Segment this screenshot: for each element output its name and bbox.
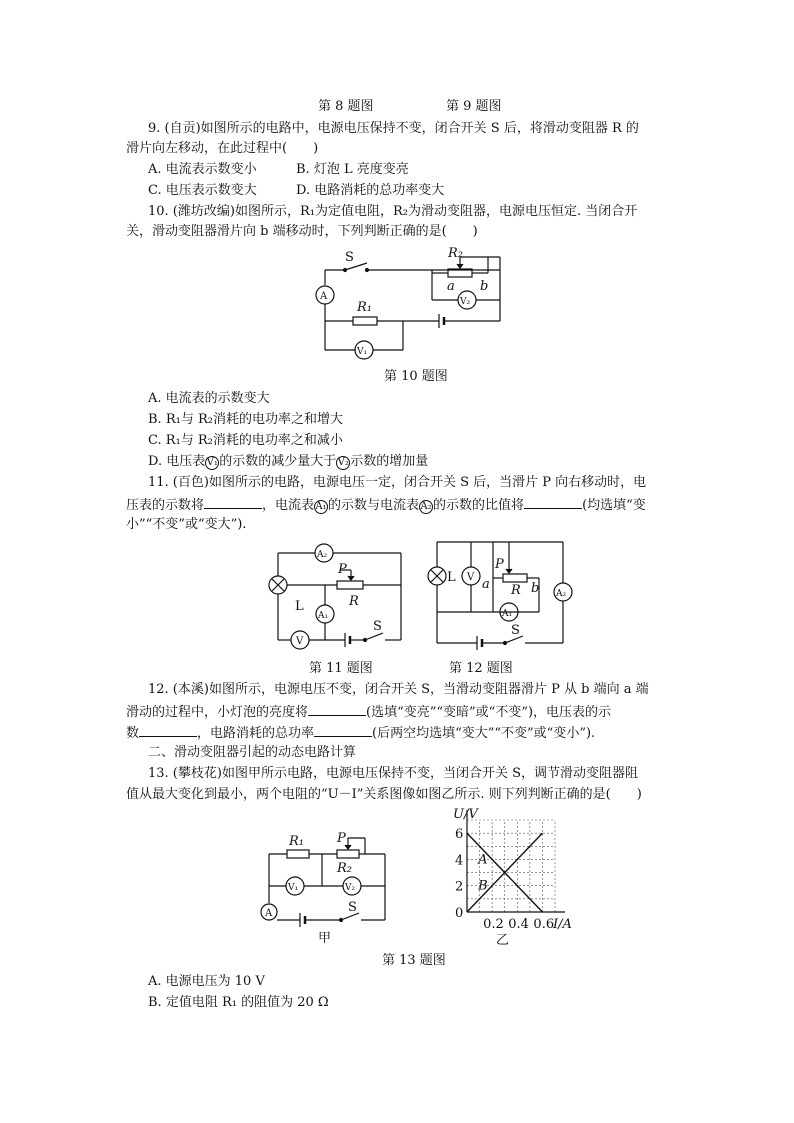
q12-label-a-end: a (482, 577, 490, 592)
fig9-caption: 第 9 题图 (446, 99, 502, 114)
q12-blank-3[interactable] (314, 723, 372, 737)
q13-caption: 第 13 题图 (382, 953, 446, 968)
q11-label-v: V (296, 636, 304, 647)
q12-blank-1[interactable] (308, 702, 366, 716)
q9-option-d: D. 电路消耗的总功率变大 (296, 183, 445, 198)
q10-label-s: S (345, 250, 354, 265)
graph-y-label: U/V (453, 807, 478, 822)
v1-meter-icon: V₁ (206, 457, 218, 468)
q12-label-s: S (511, 623, 520, 638)
q13-label-v1: V₁ (288, 883, 299, 893)
q10-label-a-end: a (447, 279, 455, 294)
q13-label-r2: R₂ (337, 861, 352, 876)
q13-stem-line1: 13. (攀枝花)如图甲所示电路，电源电压保持不变，当闭合开关 S，调节滑动变阻器阻 (148, 766, 638, 781)
section-heading: 二、滑动变阻器引起的动态电路计算 (148, 745, 357, 760)
x-tick-label: 0.6 (533, 917, 555, 932)
v2-meter-icon: V₂ (337, 457, 349, 468)
q10-label-b-end: b (480, 279, 489, 294)
q11-blank-1[interactable] (204, 495, 262, 509)
q11-rheostat-r (337, 581, 363, 589)
q12-blank-2[interactable] (139, 723, 197, 737)
q9-stem-line2: 滑片向左移动，在此过程中( ) (126, 141, 319, 156)
q9-option-b: B. 灯泡 L 亮度变亮 (296, 162, 409, 177)
q10-option-d: D. 电压表V₁的示数的减少量大于V₂示数的增加量 (148, 454, 429, 469)
q12-rheostat-r (503, 574, 527, 582)
q12-caption: 第 12 题图 (449, 661, 513, 676)
a1-meter-icon: A₁ (315, 501, 327, 512)
x-tick-label: 0.2 (483, 917, 504, 932)
q11-circuit-diagram (265, 540, 415, 660)
q11-label-p: P (338, 562, 347, 577)
q10-label-r1: R₁ (357, 300, 372, 315)
q11-caption: 第 11 题图 (309, 661, 373, 676)
q12-label-r: R (511, 583, 521, 598)
q12-circuit-diagram (425, 535, 585, 657)
q13-label-yi: 乙 (496, 933, 510, 948)
q12-label-b-end: b (531, 581, 540, 596)
q10-option-a: A. 电流表的示数变大 (148, 391, 270, 406)
graph-origin: 0 (455, 906, 464, 921)
graph-point-b: B (478, 878, 488, 894)
q11-label-l: L (295, 599, 304, 614)
q10-stem-line1: 10. (潍坊改编)如图所示，R₁为定值电阻，R₂为滑动变阻器，电源电压恒定. 当闭合开 (148, 204, 638, 219)
graph-point-a: A (478, 852, 488, 868)
a2-meter-icon: A₂ (420, 501, 432, 512)
q12-label-v: V (467, 572, 475, 583)
q12-label-a1: A₁ (502, 609, 513, 619)
q12-label-p: P (495, 557, 504, 572)
q13-circuit-jia (255, 828, 395, 928)
x-tick-label: 0.4 (508, 917, 529, 932)
q10-resistor-r1 (353, 317, 377, 325)
q10-label-v1: V₁ (357, 347, 368, 357)
q11-label-r: R (349, 594, 359, 609)
q13-graph-yi (425, 800, 572, 932)
q13-stem-line2: 值从最大变化到最小，两个电阻的“U－I”关系图像如图乙所示. 则下列判断正确的是( ) (126, 787, 642, 802)
q13-option-b: B. 定值电阻 R₁ 的阻值为 20 Ω (148, 995, 329, 1010)
q11-label-a2: A₂ (317, 550, 328, 560)
q13-label-p: P (337, 831, 346, 846)
q10-label-v2: V₂ (460, 297, 471, 307)
q10-label-a: A (320, 291, 328, 302)
q11-label-a1: A₁ (318, 611, 329, 621)
q12-stem-line2: 滑动的过程中，小灯泡的亮度将 (选填“变亮”“变暗”或“不变”)，电压表的示 (126, 702, 611, 722)
fig8-caption: 第 8 题图 (318, 99, 374, 114)
q11-stem-line2: 压表的示数将 ，电流表A₁的示数与电流表A₂的示数的比值将 (均选填“变 (126, 495, 646, 515)
q10-option-b: B. R₁与 R₂消耗的电功率之和增大 (148, 412, 343, 427)
q11-blank-2[interactable] (524, 495, 582, 509)
q13-rheostat-r2 (337, 850, 359, 858)
q12-stem-line1: 12. (本溪)如图所示，电源电压不变，闭合开关 S，当滑动变阻器滑片 P 从 b 端向 a 端 (148, 682, 649, 697)
q10-caption: 第 10 题图 (384, 369, 448, 384)
graph-x-label: I/A (553, 917, 572, 932)
q13-label-a: A (265, 908, 273, 919)
q13-label-v2: V₂ (345, 883, 356, 893)
q11-stem-line1: 11. (百色)如图所示的电路，电源电压一定，闭合开关 S 后，当滑片 P 向右移动时，电 (148, 475, 647, 490)
q10-label-r2: R₂ (448, 246, 463, 261)
q13-label-jia: 甲 (318, 931, 332, 946)
y-tick-label: 6 (455, 827, 464, 843)
q10-stem-line2: 关，滑动变阻器滑片向 b 端移动时，下列判断正确的是( ) (126, 224, 478, 239)
q12-label-a2: A₂ (556, 589, 567, 599)
q10-circuit-diagram (305, 245, 515, 363)
y-tick-label: 2 (455, 879, 464, 895)
q10-option-c: C. R₁与 R₂消耗的电功率之和减小 (148, 433, 343, 448)
q12-stem-line3: 数 ，电路消耗的总功率 (后两空均选填“变大”“不变”或“变小”). (126, 723, 595, 743)
y-tick-label: 4 (455, 853, 464, 869)
q9-stem-line1: 9. (自贡)如图所示的电路中，电源电压保持不变，闭合开关 S 后，将滑动变阻器 R 的 (148, 121, 639, 136)
q13-label-s: S (348, 900, 357, 915)
q13-label-r1: R₁ (289, 834, 304, 849)
q12-label-l: L (447, 570, 456, 585)
q13-option-a: A. 电源电压为 10 V (148, 974, 265, 989)
q13-resistor-r1 (287, 850, 309, 858)
q11-label-s: S (373, 619, 382, 634)
q9-option-a: A. 电流表示数变小 (148, 162, 257, 177)
q11-stem-line3: 小”“不变”或“变大”). (126, 517, 247, 532)
q9-option-c: C. 电压表示数变大 (148, 183, 257, 198)
